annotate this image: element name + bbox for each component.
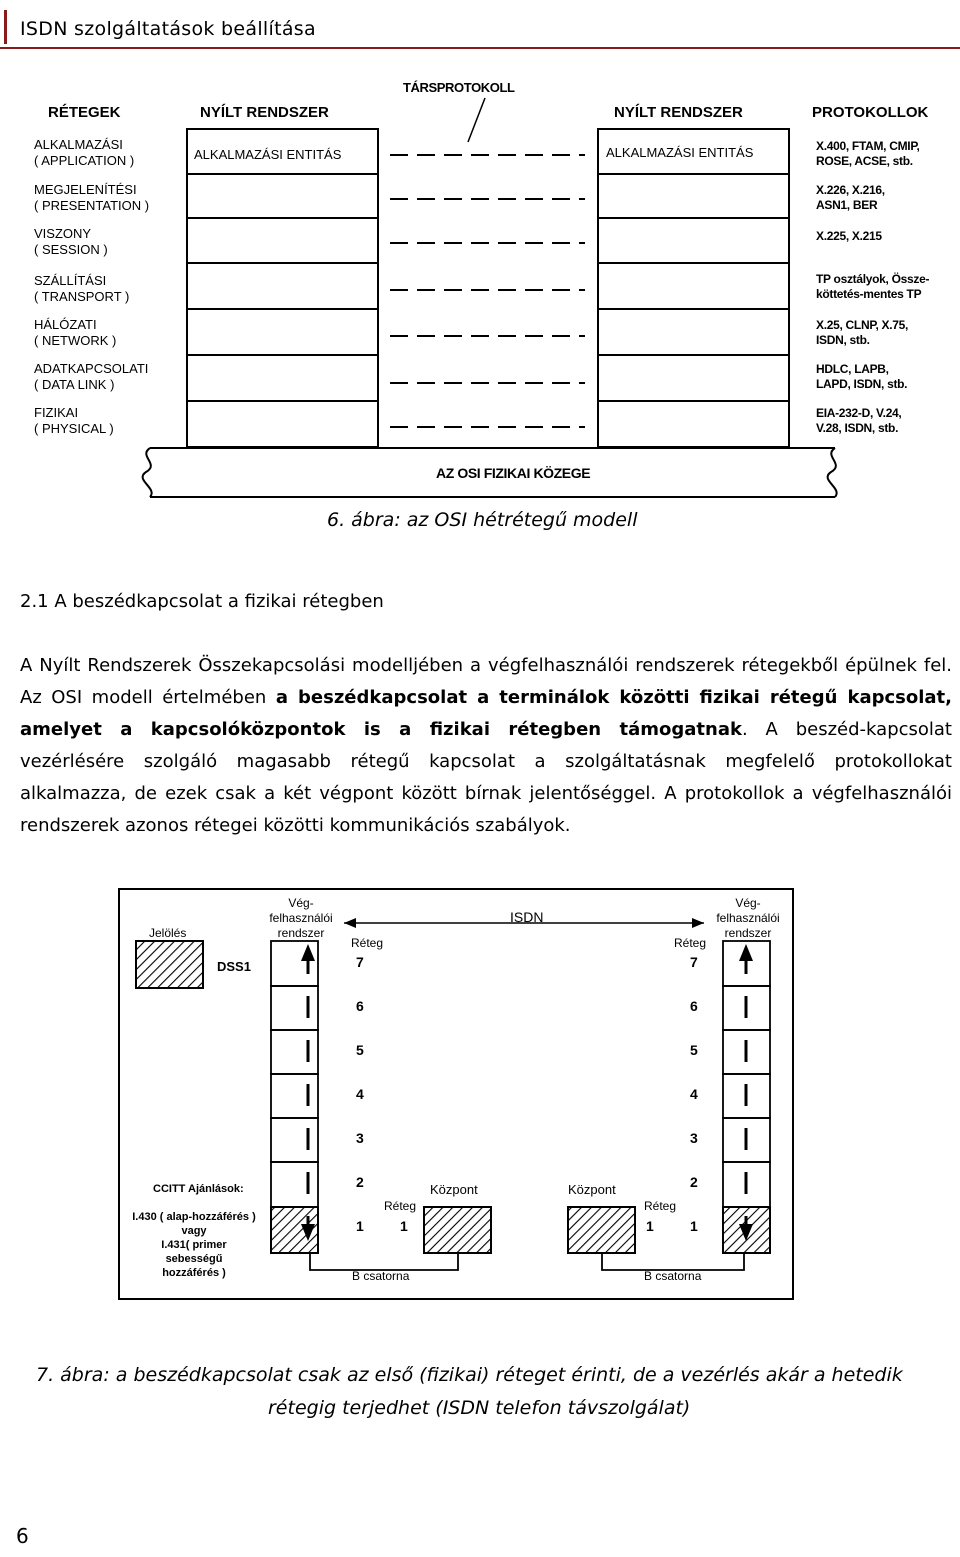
protocol-list: HDLC, LAPB, LAPD, ISDN, stb.	[816, 362, 908, 391]
layer-number: 5	[356, 1042, 364, 1058]
figure-6-caption: 6. ábra: az OSI hétrétegű modell	[327, 509, 638, 531]
figure-7-caption-line-1: 7. ábra: a beszédkapcsolat csak az első (fizikai) réteget érinti, de a vezérlés akár a hetedik	[36, 1364, 903, 1386]
page-number: 6	[16, 1524, 29, 1548]
layer-number: 7	[356, 954, 364, 970]
open-system-left-header: NYÍLT RENDSZER	[200, 104, 329, 121]
section-heading: 2.1 A beszédkapcsolat a fizikai rétegben	[20, 591, 384, 612]
protocol-list: X.225, X.215	[816, 229, 882, 243]
exchange-layer-number-left: 1	[400, 1218, 408, 1234]
ccitt-heading: CCITT Ajánlások:	[153, 1183, 244, 1195]
figure-6	[0, 60, 960, 540]
protocol-list: TP osztályok, Össze- köttetés-mentes TP	[816, 272, 930, 301]
layer-label: FIZIKAI ( PHYSICAL )	[34, 405, 114, 436]
exchange-label-left: Központ	[430, 1182, 478, 1197]
layer-number: 7	[690, 954, 698, 970]
layer-number: 2	[690, 1174, 698, 1190]
end-system-left-label: Vég- felhasználói rendszer	[269, 896, 333, 940]
layer-caption-left: Réteg	[351, 936, 384, 950]
layer-label: MEGJELENÍTÉSI ( PRESENTATION )	[34, 182, 150, 213]
legend-label: Jelölés	[149, 926, 187, 940]
entity-left: ALKALMAZÁSI ENTITÁS	[194, 147, 342, 162]
page-header	[0, 0, 960, 48]
dss1-label: DSS1	[217, 959, 251, 974]
ccitt-recommendations: I.430 ( alap-hozzáférés ) vagy I.431( primer sebességű hozzáférés )	[132, 1211, 256, 1279]
figure-7	[118, 888, 794, 1300]
emphasis: a beszédkapcsolat a terminálok közötti fizikai rétegű kapcsolat, amelyet a kapcsolóközpontok is a fizikai rétegben támogatnak	[20, 687, 952, 740]
layer-number: 4	[356, 1086, 364, 1102]
layer-label: SZÁLLÍTÁSI ( TRANSPORT )	[34, 273, 130, 304]
protocol-list: EIA-232-D, V.24, V.28, ISDN, stb.	[816, 406, 902, 435]
layer-number: 4	[690, 1086, 698, 1102]
exchange-layer-number-right: 1	[646, 1218, 654, 1234]
layer-label: ALKALMAZÁSI ( APPLICATION )	[34, 137, 135, 168]
layer-number: 1	[356, 1218, 364, 1234]
layer-caption-right: Réteg	[674, 936, 707, 950]
peer-protocol-label: TÁRSPROTOKOLL	[403, 80, 515, 95]
layer-number: 2	[356, 1174, 364, 1190]
layer-number: 3	[690, 1130, 698, 1146]
protocol-list: X.25, CLNP, X.75, ISDN, stb.	[816, 318, 909, 347]
layer-label: HÁLÓZATI ( NETWORK )	[34, 317, 117, 348]
header-title: ISDN szolgáltatások beállítása	[20, 18, 316, 40]
exchange-label-right: Központ	[568, 1182, 616, 1197]
layer-number: 6	[690, 998, 698, 1014]
header-rule	[0, 47, 960, 49]
layer-label: ADATKAPCSOLATI ( DATA LINK )	[34, 361, 149, 392]
b-channel-label-right: B csatorna	[644, 1269, 702, 1283]
layer-label: VISZONY ( SESSION )	[34, 226, 108, 257]
end-system-right-label: Vég- felhasználói rendszer	[716, 896, 780, 940]
layer-number: 5	[690, 1042, 698, 1058]
body-paragraph: A Nyílt Rendszerek Összekapcsolási modelljében a végfelhasználói rendszerek rétegekből épülnek fel. Az OSI modell értelmében a beszédkapcsolat a terminálok közötti fizikai rétegű kapcsolat, amelyet a kapcsolóközpontok is a fizikai rétegben támogatnak. A beszéd-kapcsolat vezérlésére szolgáló magasabb rétegű kapcsolat a szolgáltatásnak megfelelő protokollokat alkalmazza, de ezek csak a két végpont között bírnak jelentőséggel. A protokollok a végfelhasználói rendszerek azonos rétegei közötti kommunikációs szabályok.	[20, 655, 952, 836]
layers-column-header: RÉTEGEK	[48, 104, 121, 121]
exchange-layer-caption-right: Réteg	[644, 1199, 677, 1213]
b-channel-label-left: B csatorna	[352, 1269, 410, 1283]
isdn-label: ISDN	[510, 909, 544, 925]
protocol-list: X.400, FTAM, CMIP, ROSE, ACSE, stb.	[816, 139, 920, 168]
layer-number: 1	[690, 1218, 698, 1234]
layer-number: 3	[356, 1130, 364, 1146]
open-system-right-header: NYÍLT RENDSZER	[614, 104, 743, 121]
figure-7-caption-line-2: rétegig terjedhet (ISDN telefon távszolgálat)	[268, 1397, 691, 1419]
protocol-list: X.226, X.216, ASN1, BER	[816, 183, 885, 212]
protocols-column-header: PROTOKOLLOK	[812, 104, 929, 121]
physical-medium-label: AZ OSI FIZIKAI KÖZEGE	[436, 465, 591, 481]
layer-number: 6	[356, 998, 364, 1014]
exchange-layer-caption-left: Réteg	[384, 1199, 417, 1213]
header-accent-bar	[4, 10, 7, 44]
entity-right: ALKALMAZÁSI ENTITÁS	[606, 145, 754, 160]
